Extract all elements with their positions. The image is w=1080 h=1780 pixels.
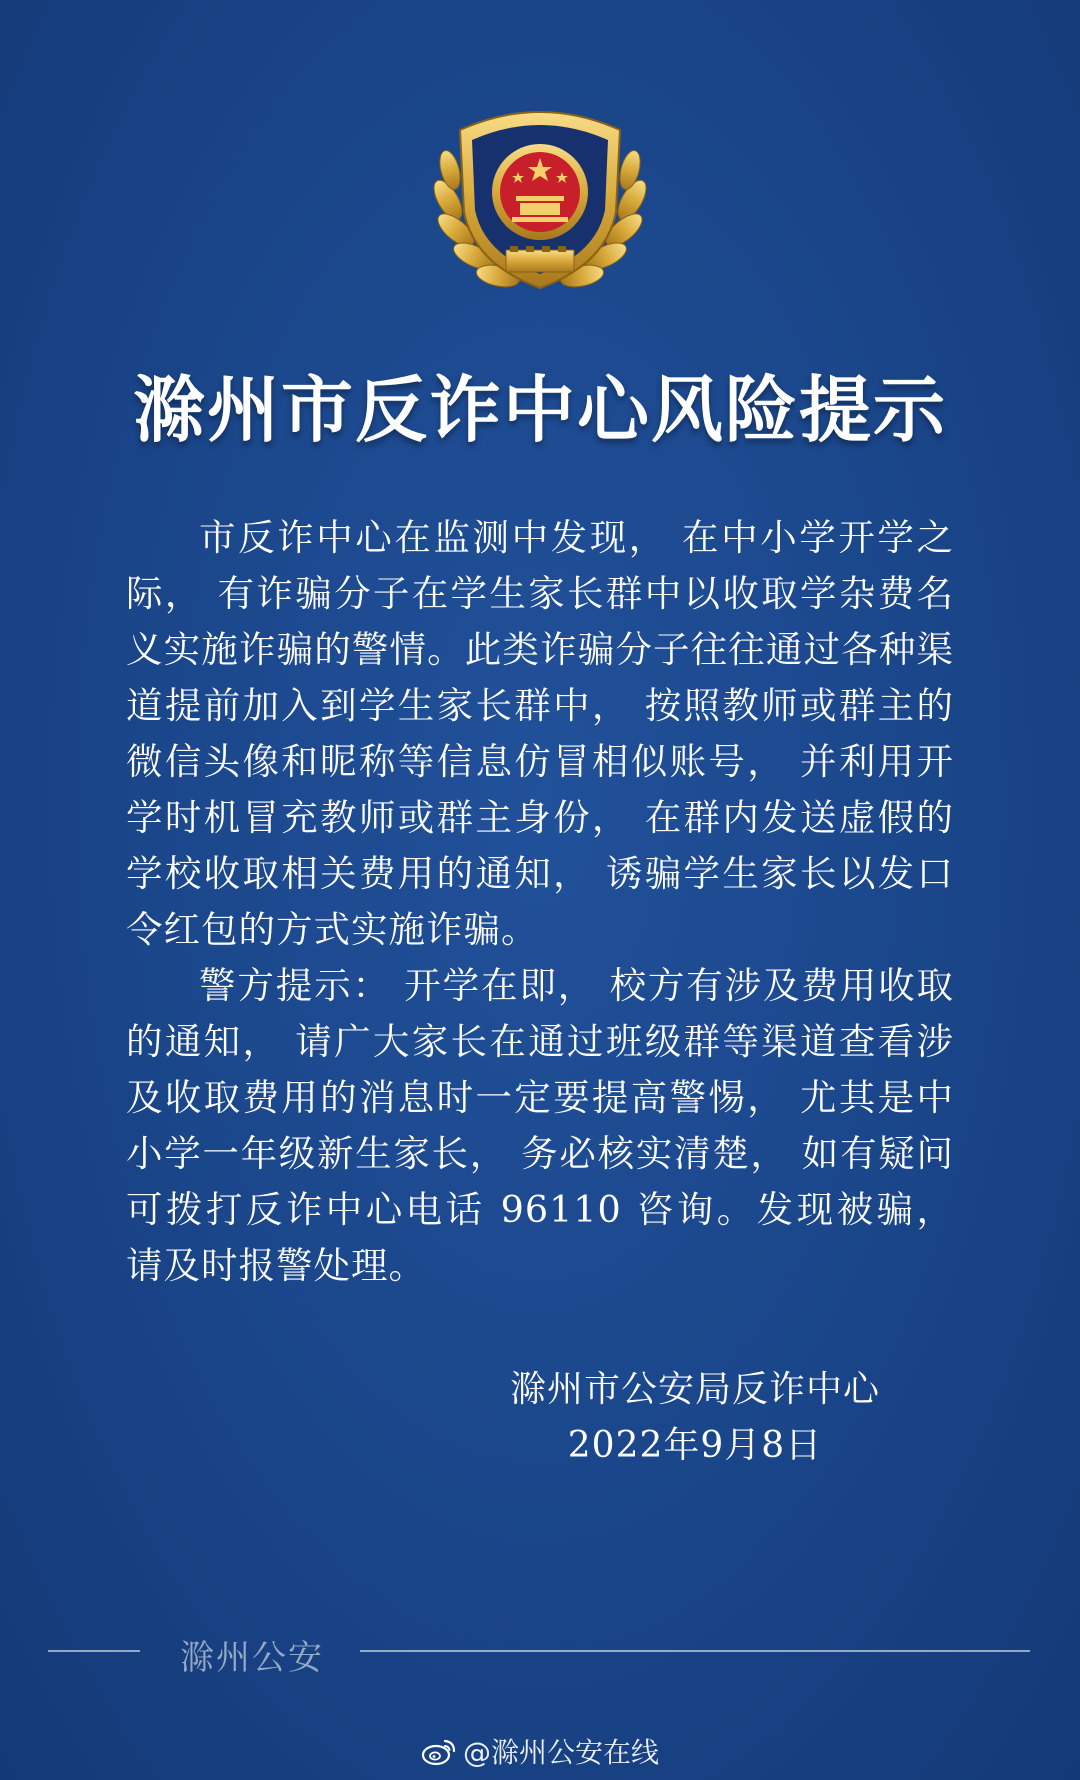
footer-divider-right [360,1650,1030,1652]
weibo-icon [421,1736,457,1766]
signature-org: 滁州市公安局反诈中心 [509,1369,880,1410]
watermark [0,1731,1080,1771]
page-title: 滁州市反诈中心风险提示 [132,368,947,452]
footer-divider-left [48,1650,140,1652]
notice-body [126,510,954,1294]
notice-paragraph: 警方提示： 开学在即， 校方有涉及费用收取的通知， 请广大家长在通过班级群等渠道查看涉及收取费用的消息时一定要提高警惕， 尤其是中小学一年级新生家长， 务必核实清楚， 如有疑问可拨打反诈中心电话 96110 咨询。发现被骗， 请及时报警处理。 [126,964,954,1287]
signature-block [470,1362,920,1474]
footer-brand: 滁州公安 [180,1638,324,1678]
notice-paragraph: 市反诈中心在监测中发现， 在中小学开学之际， 有诈骗分子在学生家长群中以收取学杂费名义实施诈骗的警情。此类诈骗分子往往通过各种渠道提前加入到学生家长群中， 按照教师或群主的微信头像和昵称等信息仿冒相似账号， 并利用开学时机冒充教师或群主身份， 在群内发送虚假的学校收取相关费用的通知， 诱骗学生家长以发口令红包的方式实施诈骗。 [126,516,954,951]
watermark-text: @滁州公安在线 [462,1736,659,1769]
signature-date: 2022年9月8日 [567,1425,823,1466]
police-emblem-icon [430,100,650,310]
